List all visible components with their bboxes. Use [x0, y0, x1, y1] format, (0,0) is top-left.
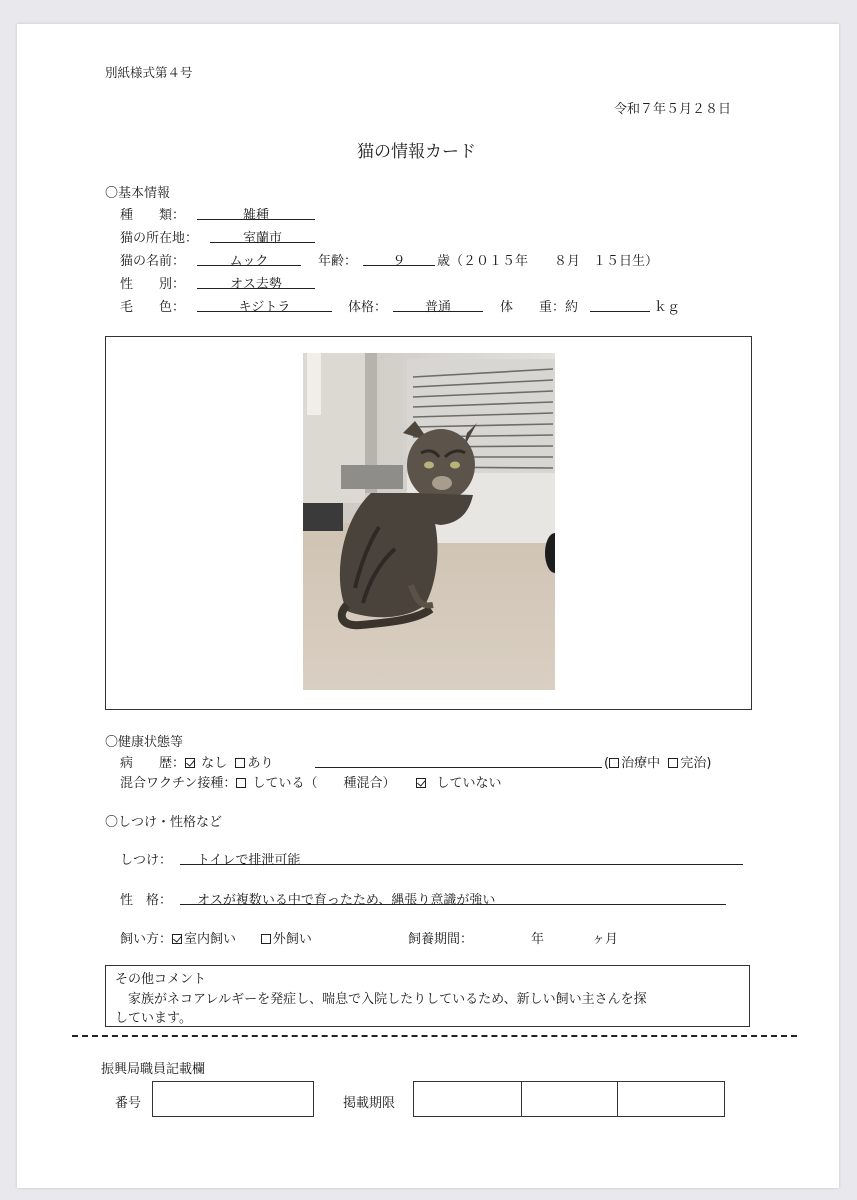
weight-unit: ｋｇ [654, 300, 681, 315]
type-label: 種 類： [120, 208, 186, 223]
vaccine-not-label: していない [436, 776, 502, 791]
personality-heading: 〇しつけ・性格など [105, 815, 223, 830]
comment-box [105, 965, 750, 1027]
vaccine-done-checkbox[interactable] [236, 778, 246, 788]
age-underline [363, 265, 435, 266]
name-underline [197, 265, 301, 266]
name-label: 猫の名前： [120, 254, 186, 269]
cured-label: 完治) [680, 756, 712, 771]
location-value: 室蘭市 [242, 231, 282, 246]
issue-date: 令和７年５月２８日 [614, 102, 732, 117]
training-underline [180, 864, 743, 865]
age-value: ９ [392, 254, 406, 269]
number-label: 番号 [115, 1096, 142, 1111]
history-paren: ( [604, 756, 610, 771]
color-label: 毛 色： [120, 300, 186, 315]
basic-heading: 〇基本情報 [105, 186, 171, 201]
history-yes-checkbox[interactable] [235, 758, 245, 768]
training-value: トイレで排泄可能 [197, 853, 301, 868]
name-value: ムック [229, 254, 269, 269]
training-label: しつけ： [120, 853, 173, 868]
type-underline [197, 219, 315, 220]
birth-date: 歳（２０１５年 ８月 １５日生） [437, 254, 659, 269]
keeping-label: 飼い方： [120, 932, 173, 947]
build-label: 体格： [348, 300, 388, 315]
vaccine-label: 混合ワクチン接種： [120, 776, 237, 791]
outdoor-checkbox[interactable] [261, 934, 271, 944]
keeping-row [120, 928, 312, 947]
history-none-label: なし [201, 756, 228, 771]
period-limit-field[interactable] [413, 1081, 725, 1117]
outdoor-label: 外飼い [272, 932, 312, 947]
sex-value: オス去勢 [230, 277, 282, 292]
character-value: オスが複数いる中で育ったため、縄張り意識が強い [197, 893, 496, 908]
sex-underline [197, 288, 315, 289]
cut-line [72, 1035, 797, 1037]
period-limit-divider-2 [617, 1082, 618, 1116]
number-field[interactable] [152, 1081, 314, 1117]
color-value: キジトラ [238, 300, 291, 315]
character-label: 性 格： [120, 893, 173, 908]
health-heading: 〇健康状態等 [105, 735, 184, 750]
character-underline [180, 904, 726, 905]
history-row [120, 752, 273, 771]
cat-photo [303, 353, 555, 690]
document-page [17, 24, 839, 1188]
history-none-checkbox[interactable] [185, 758, 195, 768]
history-label: 病 歴： [120, 756, 186, 771]
history-status [604, 752, 711, 771]
type-value: 雑種 [242, 208, 269, 223]
treating-checkbox[interactable] [609, 758, 619, 768]
comment-line-1: 家族がネコアレルギーを発症し、喘息で入院したりしているため、新しい飼い主さんを探 [128, 992, 647, 1007]
weight-label: 体 重：約 [500, 300, 579, 315]
sex-label: 性 別： [120, 277, 186, 292]
vaccine-row [120, 772, 501, 791]
age-label: 年齢： [318, 254, 358, 269]
period-limit-label: 掲載期限 [343, 1096, 396, 1111]
period-limit-divider-1 [521, 1082, 522, 1116]
build-value: 普通 [424, 300, 451, 315]
location-underline [210, 242, 315, 243]
period-year: 年 [531, 932, 545, 947]
page-title: 猫の情報カード [357, 142, 476, 162]
build-underline [393, 311, 483, 312]
staff-heading: 振興局職員記載欄 [101, 1062, 206, 1077]
color-underline [197, 311, 332, 312]
vaccine-not-checkbox[interactable] [416, 778, 426, 788]
comment-line-2: しています。 [115, 1011, 192, 1026]
weight-underline [590, 311, 650, 312]
comment-heading: その他コメント [115, 972, 207, 987]
cured-checkbox[interactable] [668, 758, 678, 768]
history-yes-label: あり [247, 756, 274, 771]
indoor-checkbox[interactable] [172, 934, 182, 944]
photo-frame [105, 336, 752, 710]
period-month: ヶ月 [592, 932, 619, 947]
period-label: 飼養期間： [408, 932, 474, 947]
history-detail-underline [315, 767, 602, 768]
vaccine-done-label: している（ 種混合） [252, 776, 396, 791]
indoor-label: 室内飼い [184, 932, 237, 947]
form-id: 別紙様式第４号 [105, 65, 193, 80]
treating-label: 治療中 [621, 756, 661, 771]
location-label: 猫の所在地： [120, 231, 199, 246]
